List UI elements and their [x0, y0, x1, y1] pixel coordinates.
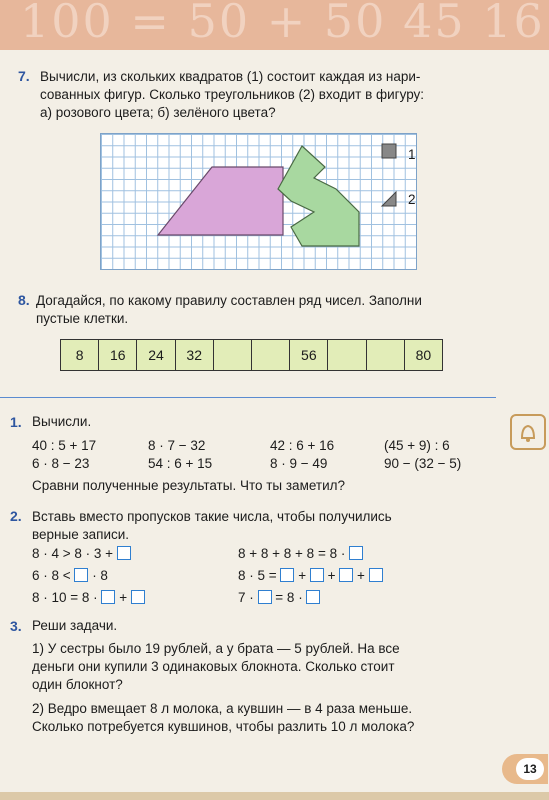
- ex1-expr: (45 + 9) : 6: [384, 438, 450, 453]
- green-figure: [278, 146, 359, 246]
- blank-box[interactable]: [131, 590, 145, 604]
- blank-box[interactable]: [310, 568, 324, 582]
- bottom-band: [0, 792, 549, 800]
- blank-box[interactable]: [117, 546, 131, 560]
- blank-box[interactable]: [349, 546, 363, 560]
- ex2-row: 8 · 4 > 8 · 3 +: [32, 546, 131, 561]
- ex3-title: Реши задачи.: [32, 618, 118, 633]
- series-cell[interactable]: 32: [176, 340, 214, 370]
- ex1-question: Сравни полученные результаты. Что ты заметил?: [32, 478, 346, 493]
- header-deco-numbers: 100 = 50 + 50 45 16: [20, 0, 545, 48]
- ex1-expr: 8 · 9 − 49: [270, 456, 328, 471]
- ex2-number: 2.: [10, 508, 22, 524]
- series-cell[interactable]: [328, 340, 366, 370]
- series-cell[interactable]: 56: [290, 340, 328, 370]
- series-cell[interactable]: 8: [61, 340, 99, 370]
- legend-square-icon: [382, 144, 396, 158]
- task7-line2: сованных фигур. Сколько треугольников (2) входит в фигуру:: [40, 87, 425, 102]
- task7-text: [40, 68, 424, 122]
- ex1-title: Вычисли.: [32, 414, 92, 429]
- ex2-row: 8 · 10 = 8 · +: [32, 590, 145, 605]
- ex1-expr: 6 · 8 − 23: [32, 456, 90, 471]
- series-cell[interactable]: 16: [99, 340, 137, 370]
- series-cell[interactable]: 24: [137, 340, 175, 370]
- blank-box[interactable]: [101, 590, 115, 604]
- pink-trapezoid: [158, 167, 283, 235]
- ex2-line1: Вставь вместо пропусков такие числа, чтобы получились: [32, 509, 392, 524]
- number-series: [60, 339, 443, 371]
- series-cell[interactable]: [252, 340, 290, 370]
- blank-box[interactable]: [339, 568, 353, 582]
- task7-number: 7.: [18, 68, 30, 84]
- legend1-label: 1: [408, 147, 416, 162]
- bell-icon: [510, 414, 546, 450]
- blank-box[interactable]: [258, 590, 272, 604]
- blank-box[interactable]: [280, 568, 294, 582]
- series-cell[interactable]: [214, 340, 252, 370]
- ex1-expr: 8 · 7 − 32: [148, 438, 206, 453]
- legend2-label: 2: [408, 192, 416, 207]
- page-number-tab: [502, 754, 548, 784]
- task8-number: 8.: [18, 292, 30, 308]
- ex2-row: 8 · 5 = + + +: [238, 568, 383, 583]
- ex3-number: 3.: [10, 618, 22, 634]
- ex1-expr: 40 : 5 + 17: [32, 438, 97, 453]
- ex1-expr: 54 : 6 + 15: [148, 456, 213, 471]
- ex2-row: 8 + 8 + 8 + 8 = 8 ·: [238, 546, 363, 561]
- ex1-expr: 90 − (32 − 5): [384, 456, 462, 471]
- ex1-number: 1.: [10, 414, 22, 430]
- ex2-row: 7 · = 8 ·: [238, 590, 320, 605]
- task8-line1: Догадайся, по какому правилу составлен ряд чисел. Заполни: [36, 293, 422, 308]
- section-divider: [0, 397, 496, 398]
- task7-line1: Вычисли, из скольких квадратов (1) состоит каждая из нари-: [40, 69, 421, 84]
- task7-line3: а) розового цвета; б) зелёного цвета?: [40, 105, 276, 120]
- ex2-text: [32, 508, 392, 544]
- ex3-problem2: 2) Ведро вмещает 8 л молока, а кувшин — в 4 раза меньше. Сколько потребуется кувшинов, чтобы разлить 10 л молока?: [32, 701, 415, 734]
- task8-text: [36, 292, 422, 328]
- blank-box[interactable]: [369, 568, 383, 582]
- blank-box[interactable]: [306, 590, 320, 604]
- series-cell[interactable]: 80: [415, 347, 432, 363]
- blank-box[interactable]: [74, 568, 88, 582]
- ex3-problem1: 1) У сестры было 19 рублей, а у брата — 5 рублей. На все деньги они купили 3 одинаковых блокнота. Сколько стоит один блокнот?: [32, 641, 400, 692]
- series-cell[interactable]: [367, 340, 405, 370]
- ex2-row: 6 · 8 < · 8: [32, 568, 108, 583]
- legend-triangle-icon: [382, 192, 396, 206]
- top-decor-band: [0, 0, 549, 50]
- ex1-expr: 42 : 6 + 16: [270, 438, 335, 453]
- page-number: 13: [516, 758, 544, 780]
- ex2-line2: верные записи.: [32, 527, 130, 542]
- grid-figures: [100, 133, 416, 269]
- task8-line2: пустые клетки.: [36, 311, 129, 326]
